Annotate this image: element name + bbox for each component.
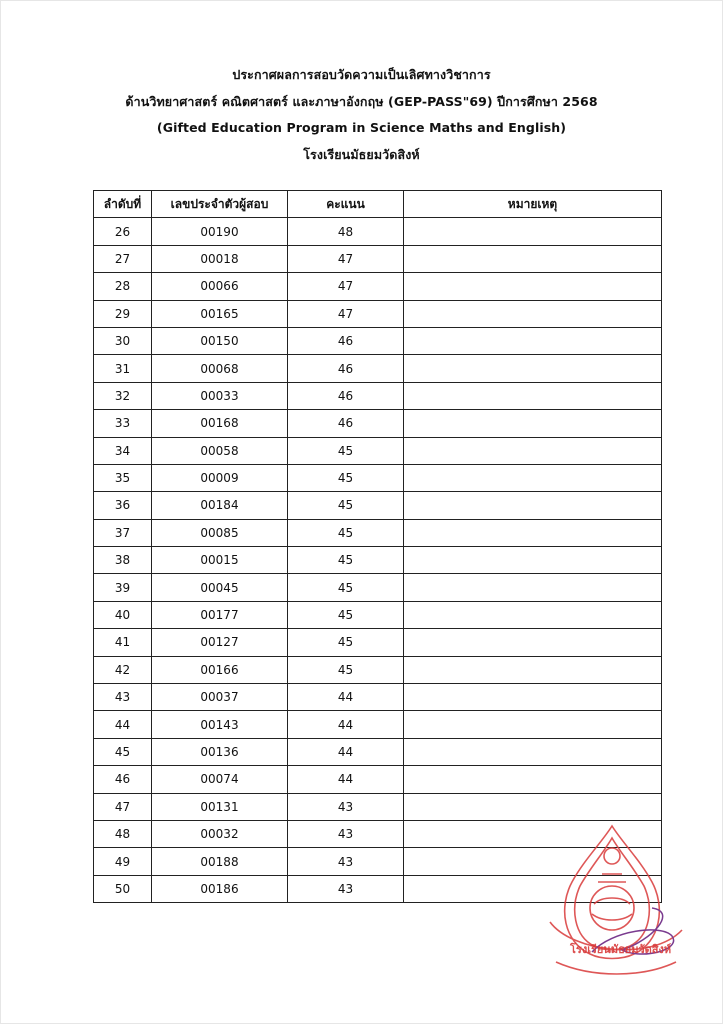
score-cell: 46 [288,327,404,354]
table-row [94,300,662,327]
score-cell: 45 [288,574,404,601]
column-header-order: ลำดับที่ [94,191,152,218]
order-cell: 41 [94,629,152,656]
remarks-cell [404,601,662,628]
remarks-cell [404,684,662,711]
table-row [94,601,662,628]
remarks-cell [404,656,662,683]
remarks-cell [404,547,662,574]
candidate-id-cell: 00066 [152,273,288,300]
order-cell: 47 [94,793,152,820]
score-cell: 45 [288,656,404,683]
remarks-cell [404,273,662,300]
score-cell: 44 [288,711,404,738]
score-cell: 43 [288,848,404,875]
order-cell: 32 [94,382,152,409]
order-cell: 26 [94,218,152,245]
remarks-cell [404,492,662,519]
score-cell: 44 [288,684,404,711]
column-header-remarks: หมายเหตุ [404,191,662,218]
score-cell: 47 [288,300,404,327]
table-row [94,684,662,711]
candidate-id-cell: 00177 [152,601,288,628]
candidate-id-cell: 00074 [152,766,288,793]
order-cell: 45 [94,738,152,765]
column-header-score: คะแนน [288,191,404,218]
candidate-id-cell: 00186 [152,875,288,902]
score-cell: 46 [288,355,404,382]
candidate-id-cell: 00168 [152,410,288,437]
candidate-id-cell: 00188 [152,848,288,875]
candidate-id-cell: 00015 [152,547,288,574]
table-row [94,327,662,354]
document-header [0,62,723,168]
order-cell: 46 [94,766,152,793]
table-row [94,245,662,272]
remarks-cell [404,738,662,765]
table-row [94,218,662,245]
candidate-id-cell: 00136 [152,738,288,765]
order-cell: 40 [94,601,152,628]
score-cell: 48 [288,218,404,245]
results-body [94,218,662,903]
remarks-cell [404,711,662,738]
score-cell: 45 [288,464,404,491]
order-cell: 30 [94,327,152,354]
school-name: โรงเรียนมัธยมวัดสิงห์ [303,146,420,162]
order-cell: 43 [94,684,152,711]
remarks-cell [404,382,662,409]
order-cell: 34 [94,437,152,464]
order-cell: 33 [94,410,152,437]
score-cell: 46 [288,382,404,409]
score-cell: 45 [288,547,404,574]
candidate-id-cell: 00165 [152,300,288,327]
table-row [94,464,662,491]
score-cell: 47 [288,273,404,300]
score-cell: 45 [288,629,404,656]
seal-school-name: โรงเรียนมัธยมวัดสิงห์ [570,943,672,956]
remarks-cell [404,245,662,272]
table-row [94,738,662,765]
table-row [94,492,662,519]
remarks-cell [404,410,662,437]
table-row [94,410,662,437]
order-cell: 42 [94,656,152,683]
remarks-cell [404,218,662,245]
announcement-title: ประกาศผลการสอบวัดความเป็นเลิศทางวิชาการ [232,67,491,82]
score-cell: 45 [288,492,404,519]
score-cell: 43 [288,793,404,820]
candidate-id-cell: 00184 [152,492,288,519]
table-header-row [94,191,662,218]
score-cell: 44 [288,766,404,793]
score-cell: 45 [288,601,404,628]
order-cell: 36 [94,492,152,519]
table-row [94,547,662,574]
remarks-cell [404,574,662,601]
order-cell: 48 [94,820,152,847]
order-cell: 39 [94,574,152,601]
remarks-cell [404,464,662,491]
candidate-id-cell: 00033 [152,382,288,409]
table-row [94,273,662,300]
order-cell: 44 [94,711,152,738]
column-header-candidate-id: เลขประจำตัวผู้สอบ [152,191,288,218]
candidate-id-cell: 00150 [152,327,288,354]
table-row [94,519,662,546]
results-table [93,190,662,903]
candidate-id-cell: 00058 [152,437,288,464]
candidate-id-cell: 00045 [152,574,288,601]
table-row [94,382,662,409]
order-cell: 35 [94,464,152,491]
table-row [94,656,662,683]
table-row [94,629,662,656]
order-cell: 37 [94,519,152,546]
candidate-id-cell: 00037 [152,684,288,711]
program-name-english: (Gifted Education Program in Science Maths and English) [156,120,567,135]
score-cell: 45 [288,519,404,546]
order-cell: 38 [94,547,152,574]
remarks-cell [404,355,662,382]
score-cell: 45 [288,437,404,464]
candidate-id-cell: 00018 [152,245,288,272]
table-row [94,355,662,382]
table-row [94,437,662,464]
remarks-cell [404,327,662,354]
table-row [94,766,662,793]
candidate-id-cell: 00127 [152,629,288,656]
remarks-cell [404,300,662,327]
table-row [94,711,662,738]
score-cell: 47 [288,245,404,272]
score-cell: 44 [288,738,404,765]
order-cell: 29 [94,300,152,327]
order-cell: 27 [94,245,152,272]
candidate-id-cell: 00190 [152,218,288,245]
order-cell: 31 [94,355,152,382]
remarks-cell [404,766,662,793]
candidate-id-cell: 00009 [152,464,288,491]
table-row [94,574,662,601]
candidate-id-cell: 00032 [152,820,288,847]
candidate-id-cell: 00166 [152,656,288,683]
candidate-id-cell: 00085 [152,519,288,546]
order-cell: 49 [94,848,152,875]
candidate-id-cell: 00143 [152,711,288,738]
announcement-subject: ด้านวิทยาศาสตร์ คณิตศาสตร์ และภาษาอังกฤษ (GEP-PASS"69) ปีการศึกษา 2568 [125,93,598,109]
remarks-cell [404,437,662,464]
score-cell: 43 [288,875,404,902]
remarks-cell [404,629,662,656]
order-cell: 28 [94,273,152,300]
score-cell: 46 [288,410,404,437]
remarks-cell [404,519,662,546]
score-cell: 43 [288,820,404,847]
candidate-id-cell: 00068 [152,355,288,382]
candidate-id-cell: 00131 [152,793,288,820]
order-cell: 50 [94,875,152,902]
